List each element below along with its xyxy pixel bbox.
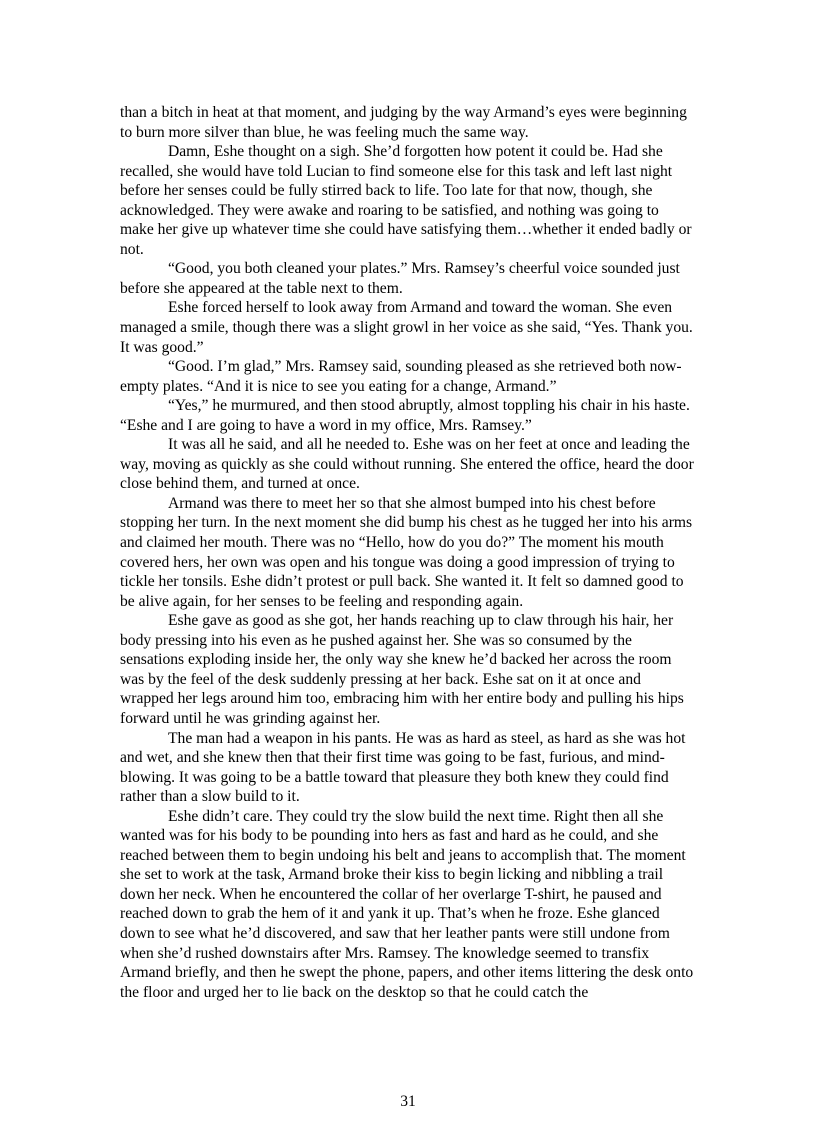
paragraph: Eshe didn’t care. They could try the slow build the next time. Right then all she wanted was for his body to be pounding into hers as fast and hard as he could, and she reached between them to begin undoing his belt and jeans to accomplish that. The moment she set to work at the task, Armand broke their kiss to begin licking and nibbling a trail down her neck. When he encountered the collar of her overlarge T-shirt, he paused and reached down to grab the hem of it and yank it up. That’s when he froze. Eshe glanced down to see what he’d discovered, and saw that her leather pants were still undone from when she’d rushed downstairs after Mrs. Ramsey. The knowledge seemed to transfix Armand briefly, and then he swept the phone, papers, and other items littering the desk onto the floor and urged her to lie back on the desktop so that he could catch the [120, 807, 694, 1001]
paragraph: Eshe forced herself to look away from Armand and toward the woman. She even managed a smile, though there was a slight growl in her voice as she said, “Yes. Thank you. It was good.” [120, 299, 693, 356]
paragraph: Damn, Eshe thought on a sigh. She’d forgotten how potent it could be. Had she recalled, she would have told Lucian to find someone else for this task and left last night before her senses could be fully stirred back to life. Too late for that now, though, she acknowledged. They were awake and roaring to be satisfied, and nothing was going to make her give up whatever time she could have satisfying them…whether it ended badly or not. [120, 143, 692, 258]
paragraph: Armand was there to meet her so that she almost bumped into his chest before stopping her turn. In the next moment she did bump his chest as he tugged her into his arms and claimed her mouth. There was no “Hello, how do you do?” The moment his mouth covered hers, her own was open and his tongue was doing a good impression of trying to tickle her tonsils. Eshe didn’t protest or pull back. She wanted it. It felt so damned good to be alive again, for her senses to be feeling and responding again. [120, 494, 693, 610]
paragraph: “Good, you both cleaned your plates.” Mrs. Ramsey’s cheerful voice sounded just before she appeared at the table next to them. [120, 260, 680, 297]
paragraph: Eshe gave as good as she got, her hands reaching up to claw through his hair, her body pressing into his even as he pushed against her. She was so consumed by the sensations exploding inside her, the only way she knew he’d backed her across the room was by the feel of the desk suddenly pressing at her back. Eshe sat on it at once and wrapped her legs around him too, embracing him with her entire body and pulling his hips forward until he was grinding against her. [120, 612, 684, 727]
paragraph: “Yes,” he murmured, and then stood abruptly, almost toppling his chair in his haste. “Eshe and I are going to have a word in my office, Mrs. Ramsey.” [120, 397, 690, 434]
paragraph: The man had a weapon in his pants. He was as hard as steel, as hard as she was hot and wet, and she knew then that their first time was going to be fast, furious, and mind-blowing. It was going to be a battle toward that pleasure they both knew they could find rather than a slow build to it. [120, 729, 686, 806]
body-text [120, 103, 696, 1002]
paragraph: It was all he said, and all he needed to. Eshe was on her feet at once and leading the way, moving as quickly as she could without running. She entered the office, heard the door close behind them, and turned at once. [120, 436, 694, 493]
paragraph-continuation: than a bitch in heat at that moment, and judging by the way Armand’s eyes were beginning to burn more silver than blue, he was feeling much the same way. [120, 104, 687, 141]
paragraph: “Good. I’m glad,” Mrs. Ramsey said, sounding pleased as she retrieved both now-empty plates. “And it is nice to see you eating for a change, Armand.” [120, 358, 682, 395]
page-number: 31 [400, 1093, 416, 1110]
